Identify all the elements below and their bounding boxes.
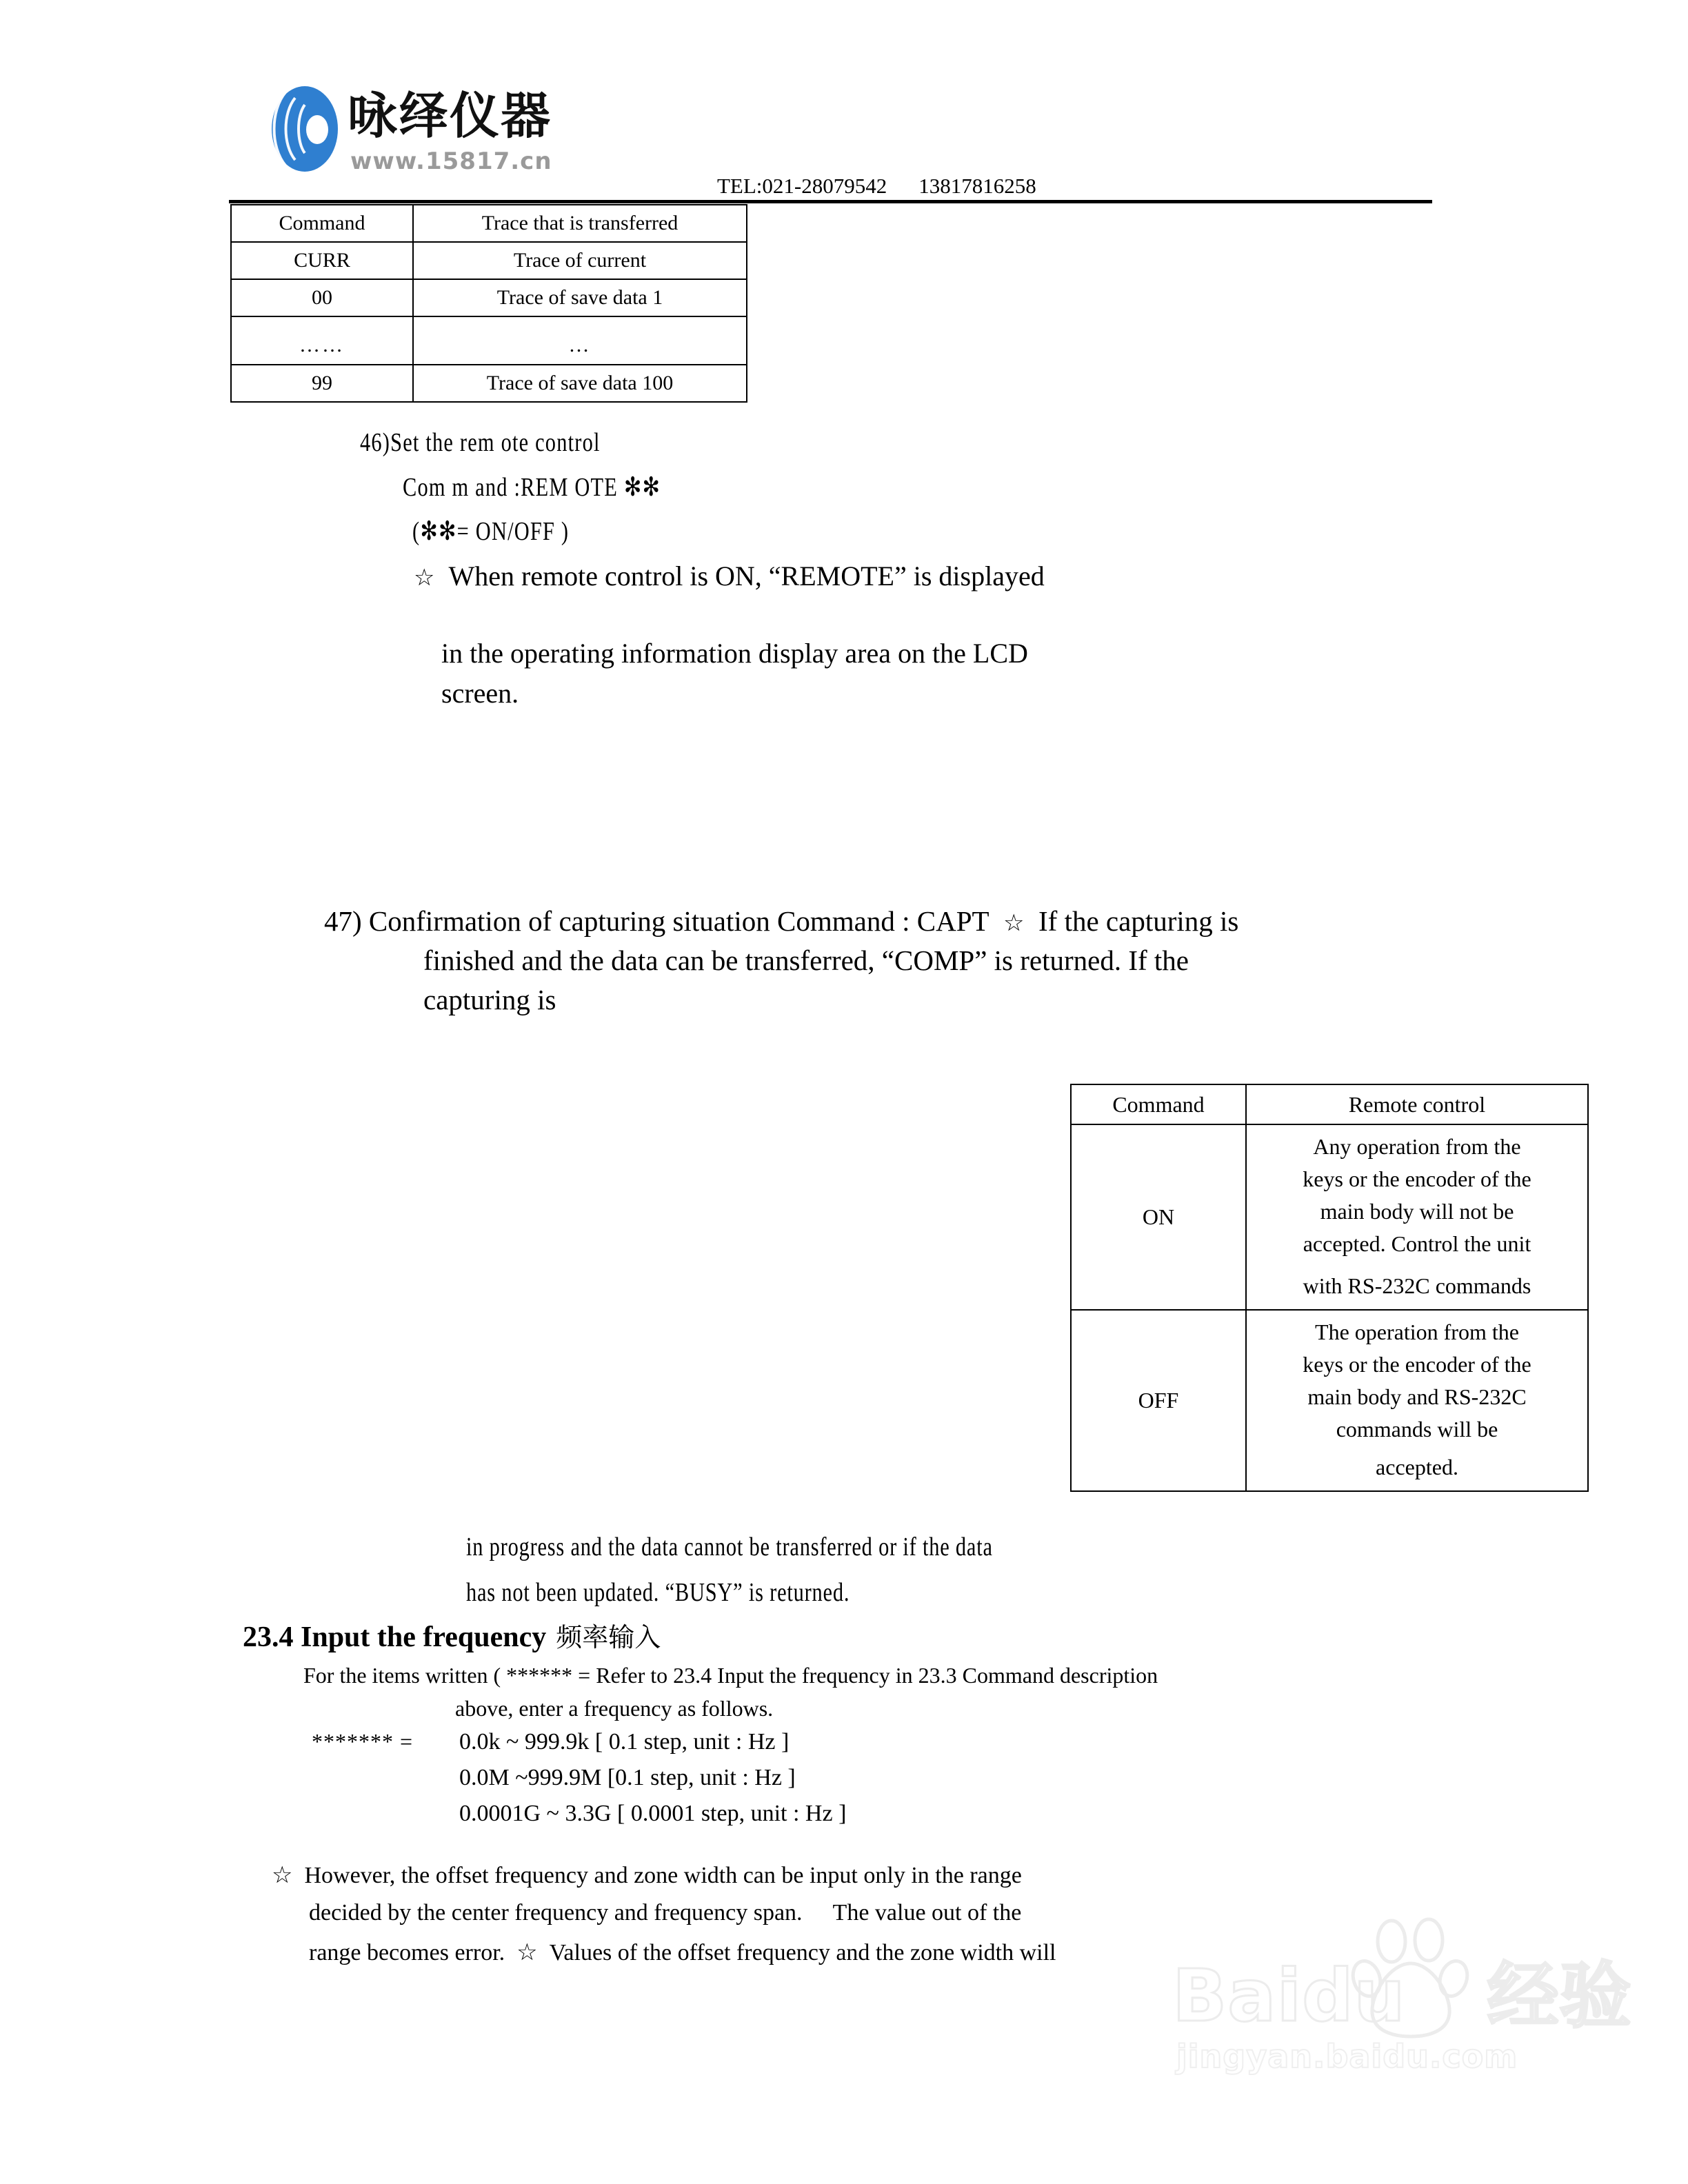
table-cell-command: CURR (231, 242, 413, 279)
desc-line: with RS-232C commands (1303, 1273, 1531, 1298)
desc-line: Any operation from the (1313, 1134, 1521, 1159)
header-divider-rule (229, 200, 1432, 203)
table-row (231, 279, 747, 316)
table-cell-command: OFF (1071, 1310, 1246, 1491)
frequency-range-item: 0.0k ~ 999.9k [ 0.1 step, unit : Hz ] (459, 1729, 790, 1755)
trace-transfer-table (230, 204, 747, 403)
section-46-params: (✻✻= ON/OFF ) (412, 517, 570, 546)
frequency-value-label: ******* = (312, 1729, 414, 1754)
table-header-cell: Trace that is transferred (413, 205, 747, 242)
company-logo-icon (268, 84, 342, 174)
section-46-note-line-1 (414, 560, 1045, 592)
table-header-cell: Command (231, 205, 413, 242)
section-47-title: 47) Confirmation of capturing situation Command : CAPT (324, 905, 989, 937)
table-header-cell: Command (1071, 1084, 1246, 1124)
desc-line: main body and RS-232C (1307, 1384, 1527, 1409)
however-note-text: The value out of the (832, 1900, 1022, 1925)
table-cell-trace: … (413, 316, 747, 365)
table-cell-description (1246, 1310, 1588, 1491)
section-47-line-2: finished and the data can be transferred, “COMP” is returned. If the (423, 944, 1189, 976)
frequency-range-item: 0.0001G ~ 3.3G [ 0.0001 step, unit : Hz ] (459, 1801, 847, 1826)
remote-control-table (1070, 1084, 1589, 1492)
company-logo-text: 咏绎仪器 (348, 87, 552, 145)
table-row (231, 316, 747, 365)
table-header-row (1071, 1084, 1588, 1124)
however-note-line-2 (309, 1900, 1021, 1926)
star-icon: ☆ (516, 1939, 538, 1966)
table-row (231, 242, 747, 279)
star-icon: ☆ (414, 564, 435, 592)
table-row (231, 365, 747, 402)
paw-print-icon (1346, 1912, 1477, 2043)
table-cell-command: 00 (231, 279, 413, 316)
table-cell-command: …… (231, 316, 413, 365)
frequency-intro-line-1: For the items written ( ****** = Refer to 23.4 Input the frequency in 23.3 Command description (303, 1663, 1158, 1688)
company-website-text: www.15817.cn (350, 148, 552, 175)
desc-line: The operation from the (1315, 1320, 1519, 1344)
star-icon: ☆ (272, 1861, 293, 1889)
progress-note-line-2: has not been updated. “BUSY” is returned. (466, 1578, 850, 1607)
however-note-line-3 (309, 1939, 1056, 1966)
section-46-note-text: When remote control is ON, “REMOTE” is displayed (448, 560, 1045, 592)
desc-line: commands will be (1336, 1417, 1498, 1442)
section-47-line-1 (324, 904, 1238, 938)
desc-line: main body will not be (1320, 1199, 1514, 1224)
however-note-text: range becomes error. (309, 1940, 505, 1965)
table-header-cell: Remote control (1246, 1084, 1588, 1124)
watermark-brand-cn: 经验 (1487, 1954, 1632, 2038)
however-note-text: Values of the offset frequency and the zone width will (549, 1940, 1056, 1965)
however-note-text: decided by the center frequency and frequency span. (309, 1900, 803, 1925)
watermark-url: jingyan.baidu.com (1176, 2038, 1518, 2075)
frequency-intro-line-2: above, enter a frequency as follows. (455, 1696, 774, 1721)
section-46-title: 46)Set the rem ote control (360, 428, 601, 457)
table-cell-trace: Trace of save data 1 (413, 279, 747, 316)
section-234-heading (243, 1616, 661, 1654)
section-46-command: Com m and :REM OTE ✻✻ (403, 473, 661, 502)
baidu-watermark (1172, 1954, 1632, 2110)
header-mobile: 13817816258 (918, 174, 1036, 198)
frequency-range-item: 0.0M ~999.9M [0.1 step, unit : Hz ] (459, 1765, 796, 1790)
star-icon: ☆ (1003, 909, 1025, 937)
desc-line: accepted. (1376, 1455, 1458, 1479)
however-note-line-1 (272, 1861, 1022, 1889)
header-tel: TEL:021-28079542 (717, 174, 887, 198)
company-logo-block (268, 81, 626, 185)
progress-note-line-1: in progress and the data cannot be transferred or if the data (466, 1533, 993, 1561)
desc-line: accepted. Control the unit (1303, 1231, 1531, 1256)
desc-line: keys or the encoder of the (1303, 1352, 1531, 1377)
table-cell-trace: Trace of save data 100 (413, 365, 747, 402)
table-cell-description (1246, 1124, 1588, 1310)
section-46-note-line-2: in the operating information display area on the LCD (441, 638, 1028, 669)
section-47-line-3: capturing is (423, 984, 556, 1015)
however-note-text: However, the offset frequency and zone width can be input only in the range (304, 1863, 1022, 1888)
table-header-row (231, 205, 747, 242)
table-cell-command: 99 (231, 365, 413, 402)
table-row (1071, 1310, 1588, 1491)
header-contact-info (717, 174, 1036, 199)
section-234-title-cn: 频率输入 (556, 1622, 661, 1652)
desc-line: keys or the encoder of the (1303, 1166, 1531, 1191)
table-cell-command: ON (1071, 1124, 1246, 1310)
table-cell-trace: Trace of current (413, 242, 747, 279)
section-46-note-line-3: screen. (441, 678, 519, 709)
watermark-brand-en: Baidu (1172, 1954, 1406, 2038)
section-234-title: 23.4 Input the frequency (243, 1621, 547, 1653)
section-47-text: If the capturing is (1038, 905, 1239, 937)
table-row (1071, 1124, 1588, 1310)
